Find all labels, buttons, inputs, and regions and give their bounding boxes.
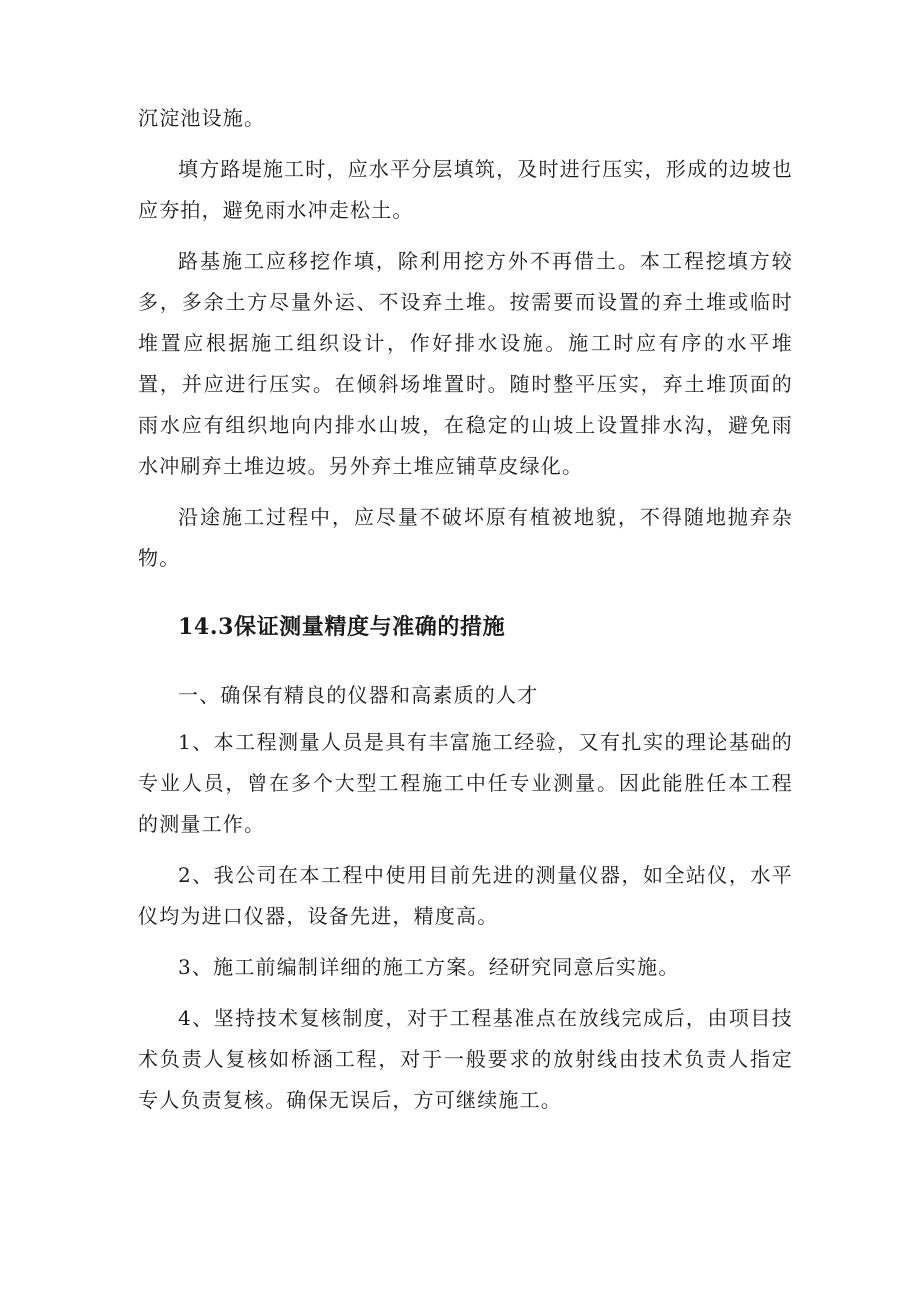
paragraph-item-3: 3、施工前编制详细的施工方案。经研究同意后实施。 — [178, 955, 680, 979]
document-body — [138, 98, 793, 1121]
paragraph-item-2: 2、我公司在本工程中使用目前先进的测量仪器，如全站仪，水平仪均为进口仪器，设备先进，精度高。 — [138, 863, 793, 928]
paragraph-spoil-heap: 路基施工应移挖作填，除利用挖方外不再借土。本工程挖填方较多，多余土方尽量外运、不设弃土堆。按需要而设置的弃土堆或临时堆置应根据施工组织设计，作好排水设施。施工时应有序的水平堆置，并应进行压实。在倾斜场堆置时。随时整平压实，弃土堆顶面的雨水应有组织地向内排水山坡，在稳定的山坡上设置排水沟，避免雨水冲刷弃土堆边坡。另外弃土堆应铺草皮绿化。 — [138, 249, 793, 478]
paragraph-item-4: 4、坚持技术复核制度，对于工程基准点在放线完成后，由项目技术负责人复核如桥涵工程，对于一般要求的放射线由技术负责人指定专人负责复核。确保无误后，方可继续施工。 — [138, 1006, 793, 1112]
paragraph-vegetation: 沿途施工过程中，应尽量不破坏原有植被地貌，不得随地抛弃杂物。 — [138, 505, 793, 570]
paragraph-continuation: 沉淀池设施。 — [138, 106, 266, 130]
section-heading: 14.3保证测量精度与准确的措施 — [178, 614, 506, 640]
paragraph-embankment: 填方路堤施工时，应水平分层填筑，及时进行压实，形成的边坡也应夯拍，避免雨水冲走松土。 — [138, 157, 793, 222]
subheading: 一、确保有精良的仪器和高素质的人才 — [178, 683, 539, 707]
paragraph-item-1: 1、本工程测量人员是具有丰富施工经验，又有扎实的理论基础的专业人员，曾在多个大型工程施工中任专业测量。因此能胜任本工程的测量工作。 — [138, 730, 793, 836]
